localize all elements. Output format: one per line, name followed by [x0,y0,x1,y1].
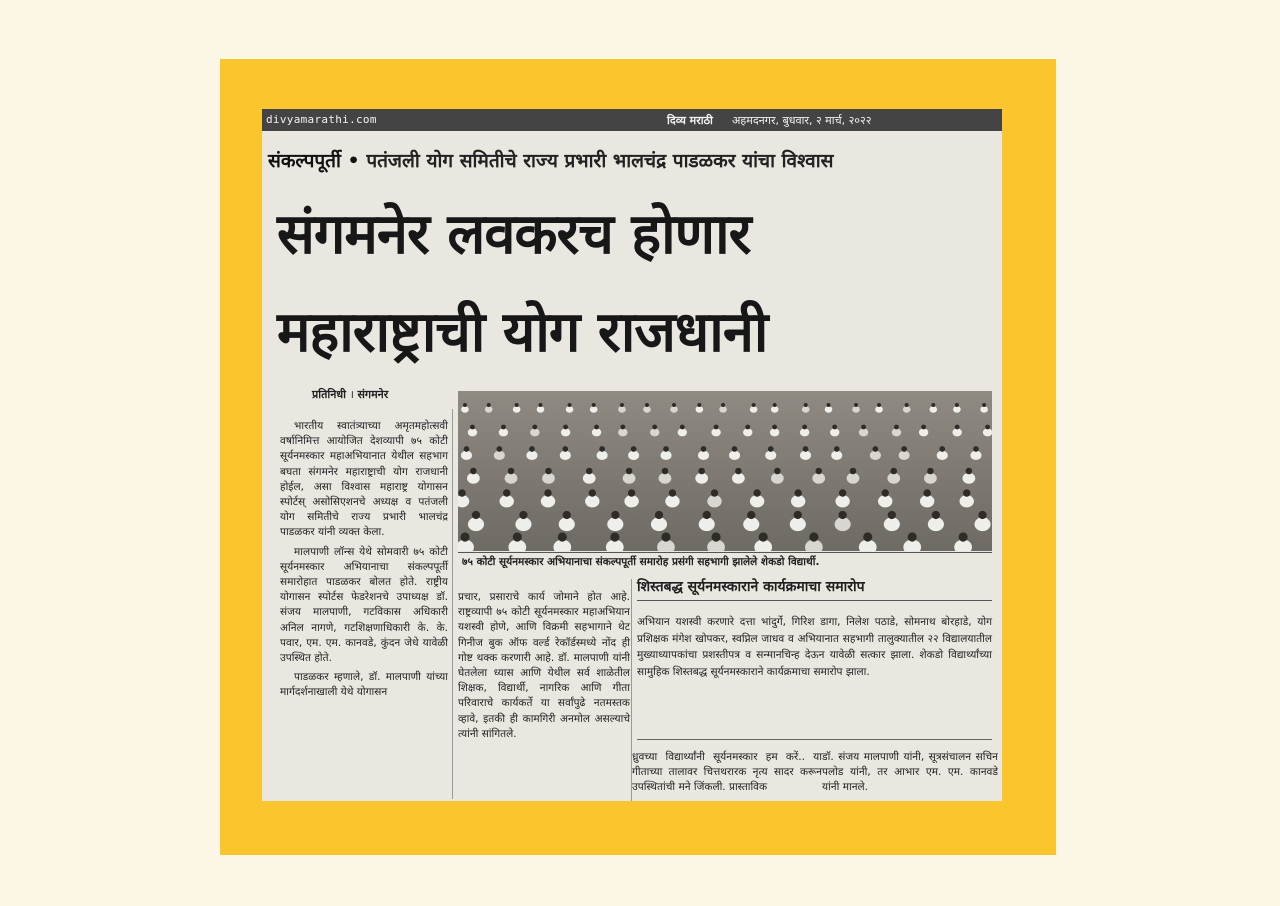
crowd-figure-head [832,425,837,430]
event-photo [458,391,992,551]
crowd-figure-body [618,428,627,436]
paragraph: पाडळकर म्हणाले, डॉ. मालपाणी यांच्या मार्गदर्शनाखाली येथे योगासन [280,671,448,699]
crowd-figure-body [770,428,779,436]
crowd-figure-head [620,425,625,430]
crowd-figure-body [750,495,764,507]
crowd-figure-head [827,403,831,407]
crowd-figure-head [698,468,705,475]
site-url: divyamarathi.com [266,113,377,126]
crowd-figure-body [485,406,493,413]
paragraph: मालपाणी लॉन्स येथे सोमवारी ७५ कोटी सूर्यनमस्कार अभियानाचा संकल्पपूर्ती समारोहात पाडळकर बोलत होते. राष्ट्रीय योगासन स्पोर्टस फेडरेशनचे उपाध्यक्ष डॉ. संजय मालपाणी, गटविकास अधिकारी अनिल नागणे, गटशिक्षणाधिकारी के. के. पवार, एम. एम. कानवडे, कुंदन जेधे यावेळी उपस्थित होते. [280,545,448,665]
crowd-figure-head [697,403,701,407]
crowd-figure-head [620,403,624,407]
crowd-figure-head [927,468,934,475]
crowd-figure-body [461,406,469,413]
crowd-figure-body [624,495,638,507]
divider [637,739,992,740]
crowd-figure-body [892,428,901,436]
crowd-figure-head [932,511,940,519]
crowd-figure-body [802,406,810,413]
yoga-crowd-image [458,391,992,551]
crowd-figure-head [931,403,935,407]
article-column-2 [458,590,630,746]
crowd-figure-head [745,425,750,430]
crowd-figure-body [468,517,484,531]
headline-line-2: महाराष्ट्राची योग राजधानी [277,300,768,365]
crowd-figure-head [888,511,896,519]
crowd-figure-head [558,532,567,541]
paper-dateline: अहमदनगर, बुधवार, २ मार्च, २०२२ [732,114,872,127]
crowd-figure-body [800,428,809,436]
crowd-figure-body [729,451,740,460]
crowd-figure-head [959,532,968,541]
crowd-figure-head [834,446,840,452]
crowd-figure-head [626,468,633,475]
crowd-figure-body [643,406,651,413]
crowd-figure-body [847,473,860,484]
crowd-figure-head [804,403,808,407]
crowd-figure-head [773,403,777,407]
crowd-figure-head [562,446,568,452]
crowd-figure-body [711,428,720,436]
byline [312,387,388,402]
crowd-figure-body [825,406,833,413]
crowd-figure-head [472,511,480,519]
crowd-figure-body [618,406,626,413]
crowd-figure-body [937,451,948,460]
crowd-figure-body [878,495,892,507]
crowd-figure-body [771,473,784,484]
crowd-figure-head [563,511,571,519]
crowd-figure-head [628,489,635,496]
crowd-figure-head [470,468,477,475]
crowd-figure-body [952,428,961,436]
crowd-figure-head [894,425,899,430]
crowd-figure-body [800,451,811,460]
crowd-figure-head [669,489,676,496]
crowd-figure-body [561,428,570,436]
crowd-figure-head [460,532,469,541]
crowd-figure-head [921,425,926,430]
crowd-figure-head [599,446,605,452]
crowd-figure-body [566,406,574,413]
box-heading: शिस्तबद्ध सूर्यनमस्काराने कार्यक्रमाचा समारोप [637,577,992,601]
headline-line-1: संगमनेर लवकरच होणार [277,202,751,267]
crowd-figure-head [519,511,527,519]
crowd-figure-body [628,451,639,460]
article-kicker [268,147,998,173]
crowd-figure-body [928,517,944,531]
paragraph: प्रचार, प्रसाराचे कार्य जोमाने होत आहे. राष्ट्रव्यापी ७५ कोटी सूर्यनमस्कार महाअभियान यशस्वी होणे, आणि विक्रमी सहभागाने थेट गिनीज बुक ऑफ वर्ल्ड रेकॉर्डस्मध्ये नोंद ही गोष्ट थक्क करणारी आहे. डॉ. मालपाणी यांनी घेतलेला ध्यास आणि येथील सर्व शाळेतील शिक्षक, विद्यार्थी, नागरिक आणि गीता परिवाराचे कार्यकर्ते या सर्वांपुढे नतमस्तक व्हावे, इतकी ही कामगिरी अनमोल असल्याचे त्यांनी सांगितले. [458,591,630,740]
crowd-figure-head [955,425,960,430]
crowd-figure-head [680,425,685,430]
crowd-figure-body [592,428,601,436]
crowd-figure-head [508,468,515,475]
crowd-figure-head [901,446,907,452]
crowd-figure-body [970,451,981,460]
article-column-3 [632,750,822,800]
paragraph: ध्रुवच्या विद्यार्थ्यांनी सूर्यनमस्कार हम करें.. या गीताच्या तालावर चित्तथरारक नृत्य सादर करून उपस्थितांची मने जिंकली. प्रास्ताविक [632,751,822,794]
crowd-figure-body [903,406,911,413]
crowd-figure-head [747,511,755,519]
crowd-figure-head [803,446,809,452]
crowd-figure-body [812,473,825,484]
column-rule [452,409,453,799]
crowd-figure-body [542,473,555,484]
crowd-figure-head [496,446,502,452]
crowd-figure-body [887,473,900,484]
crowd-figure-body [505,473,518,484]
byline-place: संगमनेर [357,388,389,401]
crowd-figure-head [631,446,637,452]
crowd-figure-body [699,517,715,531]
crowd-figure-body [920,495,934,507]
crowd-figure-head [873,446,879,452]
crowd-figure-body [499,428,508,436]
crowd-figure-head [515,403,519,407]
crowd-figure-head [882,489,889,496]
crowd-figure-head [809,532,818,541]
crowd-figure-head [839,511,847,519]
photo-caption: ७५ कोटी सूर्यनमस्कार अभियानाचा संकल्पपूर्ती समारोह प्रसंगी सहभागी झालेले शेकडो विद्यार्थी. [462,555,992,569]
article-column-1 [280,419,448,705]
crowd-figure-head [711,532,720,541]
kicker-text: पतंजली योग समितीचे राज्य प्रभारी भालचंद्र पाडळकर यांचा विश्वास [366,150,834,172]
article-column-4 [822,750,998,800]
crowd-figure-head [594,425,599,430]
crowd-figure-head [610,532,619,541]
crowd-figure-head [458,489,465,496]
crowd-figure-head [701,446,707,452]
crowd-figure-body [771,406,779,413]
crowd-figure-head [501,425,506,430]
crowd-figure-body [835,517,851,531]
crowd-figure-head [487,403,491,407]
crowd-figure-head [532,425,537,430]
crowd-figure-head [513,532,522,541]
crowd-figure-head [589,489,596,496]
crowd-figure-body [831,451,842,460]
crowd-figure-body [835,495,849,507]
crowd-figure-body [559,517,575,531]
crowd-figure-head [850,468,857,475]
crowd-figure-body [962,473,975,484]
crowd-figure-body [607,517,623,531]
crowd-figure-head [735,468,742,475]
crowd-figure-body [765,451,776,460]
column-rule [631,579,632,801]
crowd-figure-head [538,403,542,407]
crowd-figure-body [852,406,860,413]
crowd-figure-body [974,517,990,531]
crowd-figure-body [597,451,608,460]
crowd-figure-head [815,468,822,475]
crowd-figure-body [980,406,988,413]
crowd-figure-head [890,468,897,475]
crowd-figure-head [794,511,802,519]
crowd-figure-head [563,425,568,430]
crowd-figure-head [545,468,552,475]
crowd-figure-head [645,403,649,407]
paragraph: डॉ. संजय मालपाणी यांनी, सूत्रसंचालन सचिन पलोड यांनी, तर आभार एम. एम. कानवडे यांनी मानले. [822,751,998,794]
crowd-figure-head [544,489,551,496]
crowd-figure-body [791,495,805,507]
crowd-figure-head [854,403,858,407]
crowd-figure-body [513,406,521,413]
crowd-figure-head [662,468,669,475]
crowd-figure-body [929,406,937,413]
crowd-figure-body [743,517,759,531]
crowd-figure-head [923,489,930,496]
crowd-figure-head [652,425,657,430]
crowd-figure-body [707,495,721,507]
paper-header-bar [262,109,1002,131]
crowd-figure-head [978,511,986,519]
crowd-figure-head [985,425,990,430]
crowd-figure-head [732,446,738,452]
crowd-figure-head [464,446,470,452]
crowd-figure-head [963,489,970,496]
crowd-figure-head [586,468,593,475]
crowd-figure-body [743,428,752,436]
crowd-figure-head [772,425,777,430]
crowd-figure-head [966,468,973,475]
crowd-figure-head [470,425,475,430]
crowd-figure-body [560,451,571,460]
crowd-figure-body [983,428,992,436]
crowd-figure-head [908,532,917,541]
crowd-figure-body [790,517,806,531]
crowd-figure-body [665,495,679,507]
crowd-figure-head [759,532,768,541]
crowd-figure-head [714,425,719,430]
crowd-figure-body [875,406,883,413]
crowd-figure-head [839,489,846,496]
crowd-figure-head [877,403,881,407]
crowd-figure-body [590,406,598,413]
crowd-figure-body [732,473,745,484]
paragraph: भारतीय स्वातंत्र्याच्या अमृतमहोत्सवी वर्षानिमित्त आयोजित देशव्यापी ७५ कोटी सूर्यनमस्कार महाअभियानात येथील सहभाग बघता संगमनेर महाराष्ट्राची योग राजधानी होईल, असा विश्वास महाराष्ट्र योगासन स्पोर्टस् असोसिएशनचे अध्यक्ष व पतंजली योग समितीचे राज्य प्रभारी भालचंद्र पाडळकर यांनी व्यक्त केला. [280,420,448,539]
byline-separator: । [349,388,358,401]
crowd-figure-body [695,473,708,484]
crowd-figure-head [611,511,619,519]
crowd-figure-head [661,532,670,541]
crowd-figure-head [982,403,986,407]
crowd-figure-body [670,406,678,413]
crowd-figure-body [623,473,636,484]
crowd-figure-head [721,403,725,407]
crowd-figure-head [503,489,510,496]
crowd-figure-body [461,451,472,460]
byline-author: प्रतिनिधी [312,388,346,401]
crowd-figure-head [592,403,596,407]
crowd-figure-body [530,428,539,436]
newspaper-clipping [262,109,1002,801]
crowd-figure-body [953,406,961,413]
crowd-figure-body [526,451,537,460]
crowd-figure-head [802,425,807,430]
crowd-figure-body [960,495,974,507]
crowd-figure-body [585,495,599,507]
crowd-figure-head [863,532,872,541]
crowd-figure-head [753,489,760,496]
crowd-figure-head [774,468,781,475]
crowd-figure-head [905,403,909,407]
kicker-label: संकल्पपूर्ती • [268,150,360,172]
crowd-figure-body [696,406,704,413]
crowd-figure-head [568,403,572,407]
crowd-figure-body [719,406,727,413]
crowd-figure-head [955,403,959,407]
crowd-figure-head [768,446,774,452]
crowd-figure-body [750,406,758,413]
crowd-figure-body [537,406,545,413]
crowd-figure-body [651,517,667,531]
box-text: अभियान यशस्वी करणारे दत्ता भांदुर्गे, गिरिश डागा, निलेश पठाडे, सोमनाथ बोरहाडे, योग प्रशिक्षक मंगेश खोपकर, स्वप्निल जाधव व अभियानात सहभागी तालुक्यातील २२ विद्यालयातील मुख्याध्यापकांचा प्रशस्तीपत्र व सन्मानचिन्ह देऊन यावेळी सत्कार झाला. शेकडो विद्यार्थ्यांच्या सामुहिक शिस्तबद्ध सूर्यनमस्काराने कार्यक्रमाचा समारोप झाला. [637,616,992,678]
crowd-figure-body [859,428,868,436]
crowd-figure-head [711,489,718,496]
crowd-figure-head [655,511,663,519]
crowd-figure-body [919,428,928,436]
crowd-figure-head [794,489,801,496]
crowd-figure-head [529,446,535,452]
crowd-figure-head [672,403,676,407]
crowd-figure-body [659,473,672,484]
crowd-figure-body [884,517,900,531]
crowd-figure-body [678,428,687,436]
crowd-figure-head [703,511,711,519]
crowd-figure-body [661,451,672,460]
crowd-figure-head [861,425,866,430]
crowd-figure-body [541,495,555,507]
crowd-figure-head [752,403,756,407]
crowd-figure-body [830,428,839,436]
crowd-figure-body [924,473,937,484]
crowd-figure-body [515,517,531,531]
crowd-figure-body [583,473,596,484]
crowd-figure-head [939,446,945,452]
crowd-figure-body [494,451,505,460]
paper-brand: दिव्य मराठी [667,114,713,127]
crowd-figure-head [463,403,467,407]
crowd-figure-body [650,428,659,436]
crowd-figure-body [698,451,709,460]
crowd-figure-head [663,446,669,452]
crowd-figure-body [899,451,910,460]
crowd-figure-body [467,473,480,484]
crowd-figure-body [870,451,881,460]
crowd-figure-body [499,495,513,507]
crowd-figure-head [973,446,979,452]
crowd-figure-body [468,428,477,436]
